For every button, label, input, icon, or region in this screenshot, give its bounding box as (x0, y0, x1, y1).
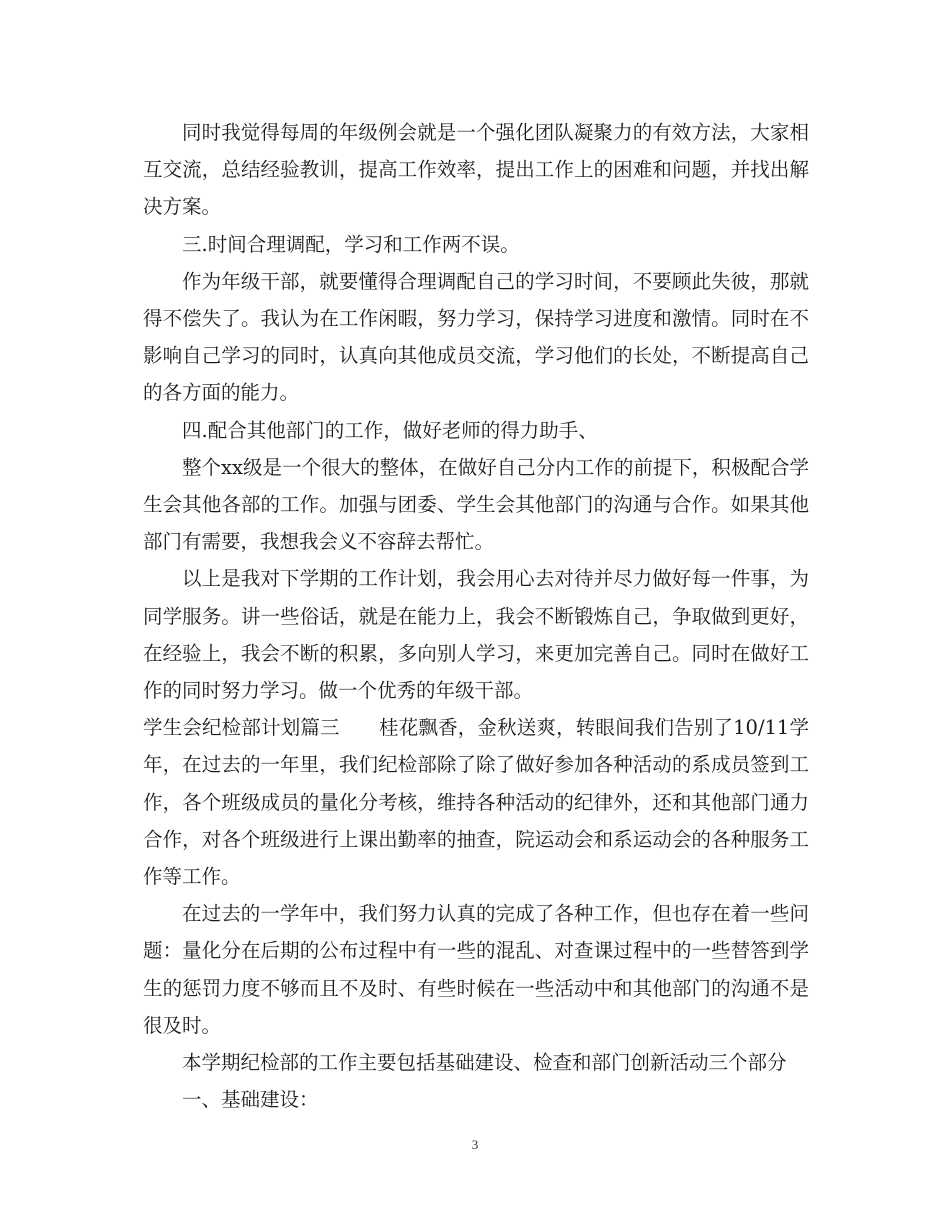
document-body (143, 114, 809, 1118)
heading-basic-construction: 一、基础建设： (182, 1088, 319, 1112)
page-number: 3 (471, 1137, 479, 1152)
paragraph-plan-three: 学生会纪检部计划篇三 桂花飘香，金秋送爽，转眼间我们告别了10/11学年，在过去的一年里，我们纪检部除了除了做好参加各种活动的系成员签到工作，各个班级成员的量化分考核，维持各种活动的纪律外，还和其他部门通力合作，对各个班级进行上课出勤率的抽查，院运动会和系运动会的各种服务工作等工作。 (143, 716, 809, 889)
paragraph-team-meeting: 同时我觉得每周的年级例会就是一个强化团队凝聚力的有效方法，大家相互交流，总结经验教训，提高工作效率，提出工作上的困难和问题，并找出解决方案。 (143, 121, 809, 219)
paragraph-past-year-problems: 在过去的一学年中，我们努力认真的完成了各种工作，但也存在着一些问题：量化分在后期的公布过程中有一些的混乱、对查课过程中的一些替答到学生的惩罚力度不够而且不及时、有些时候在一些活动中和其他部门的沟通不是很及时。 (143, 902, 809, 1037)
paragraph-cooperation: 整个xx级是一个很大的整体，在做好自己分内工作的前提下，积极配合学生会其他各部的工作。加强与团委、学生会其他部门的沟通与合作。如果其他部门有需要，我想我会义不容辞去帮忙。 (143, 455, 809, 554)
heading-time-management: 三.时间合理调配，学习和工作两不误。 (182, 232, 520, 256)
paragraph-time-management: 作为年级干部，就要懂得合理调配自己的学习时间，不要顾此失彼，那就得不偿失了。我认为在工作闲暇，努力学习，保持学习进度和激情。同时在不影响自己学习的同时，认真向其他成员交流，学习他们的长处，不断提高自己的各方面的能力。 (143, 269, 809, 405)
heading-cooperation: 四.配合其他部门的工作，做好老师的得力助手、 (182, 418, 598, 442)
paragraph-work-scope: 本学期纪检部的工作主要包括基础建设、检查和部门创新活动三个部分 (182, 1051, 787, 1075)
paragraph-conclusion: 以上是我对下学期的工作计划，我会用心去对待并尽力做好每一件事，为同学服务。讲一些俗话，就是在能力上，我会不断锻炼自己，争取做到更好，在经验上，我会不断的积累，多向别人学习，来更加完善自己。同时在做好工作的同时努力学习。做一个优秀的年级干部。 (143, 567, 809, 703)
